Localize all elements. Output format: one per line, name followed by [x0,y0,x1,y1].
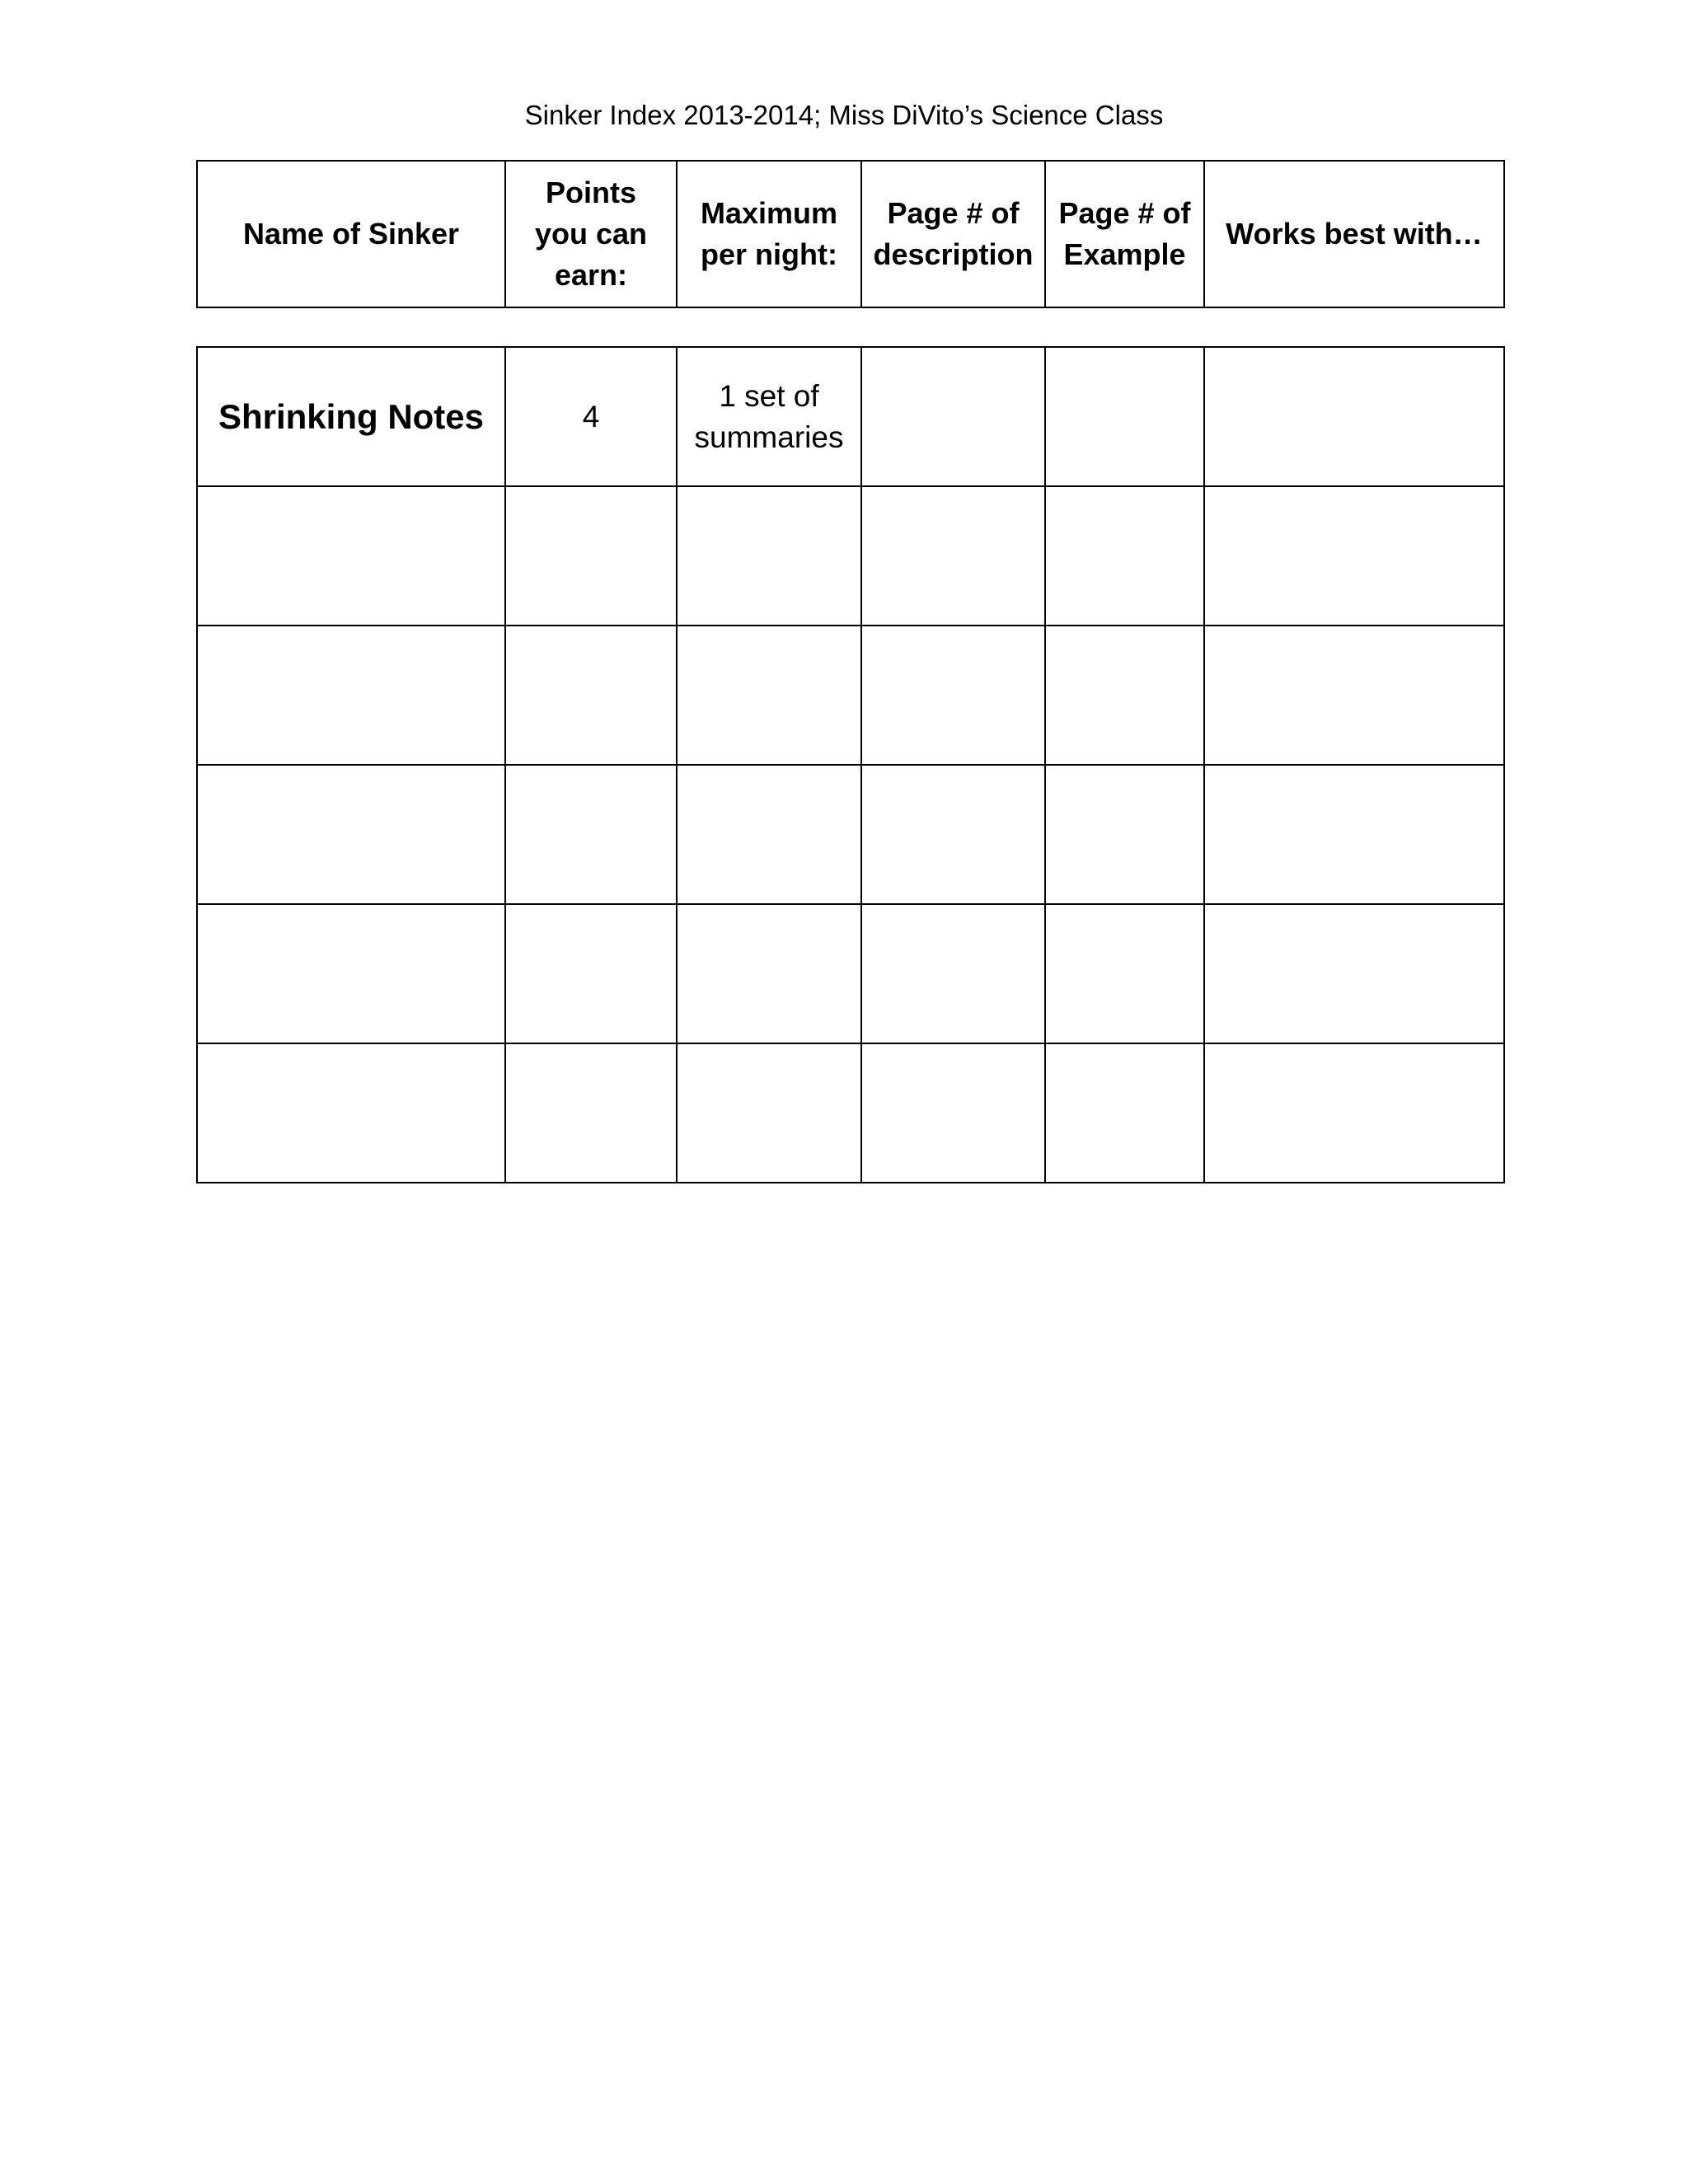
cell-name [197,486,505,626]
sinker-entries-table [196,346,1505,1183]
cell-max [677,904,861,1043]
cell-max [677,486,861,626]
table-row [197,486,1504,626]
cell-works-best [1204,626,1504,765]
header-row [197,161,1504,307]
cell-name [197,626,505,765]
cell-name: Shrinking Notes [197,347,505,486]
cell-example-page [1045,626,1204,765]
cell-works-best [1204,1043,1504,1183]
page-title: Sinker Index 2013-2014; Miss DiVito’s Science Class [524,100,1164,130]
cell-points [505,1043,677,1183]
cell-works-best [1204,347,1504,486]
cell-description-page [861,904,1045,1043]
cell-name [197,904,505,1043]
table-row [197,765,1504,904]
cell-points [505,626,677,765]
cell-works-best [1204,486,1504,626]
cell-description-page [861,486,1045,626]
cell-points [505,765,677,904]
table-row [197,904,1504,1043]
header-points: Points you can earn: [505,161,677,307]
cell-description-page [861,765,1045,904]
table-row [197,626,1504,765]
cell-example-page [1045,904,1204,1043]
cell-max [677,626,861,765]
cell-points [505,486,677,626]
table-row [197,1043,1504,1183]
cell-max [677,765,861,904]
sinker-header-table [196,160,1505,308]
cell-example-page [1045,765,1204,904]
cell-max [677,1043,861,1183]
cell-description-page [861,347,1045,486]
header-name-of-sinker: Name of Sinker [197,161,505,307]
cell-name [197,1043,505,1183]
cell-example-page [1045,347,1204,486]
cell-example-page [1045,1043,1204,1183]
table-row [197,347,1504,486]
header-works-best-with: Works best with… [1204,161,1504,307]
cell-description-page [861,1043,1045,1183]
header-maximum-per-night: Maximum per night: [677,161,861,307]
cell-description-page [861,626,1045,765]
cell-points: 4 [505,347,677,486]
header-example-page: Page # of Example [1045,161,1204,307]
header-description-page: Page # of description [861,161,1045,307]
cell-works-best [1204,904,1504,1043]
cell-points [505,904,677,1043]
cell-max: 1 set of summaries [677,347,861,486]
cell-example-page [1045,486,1204,626]
cell-works-best [1204,765,1504,904]
cell-name [197,765,505,904]
